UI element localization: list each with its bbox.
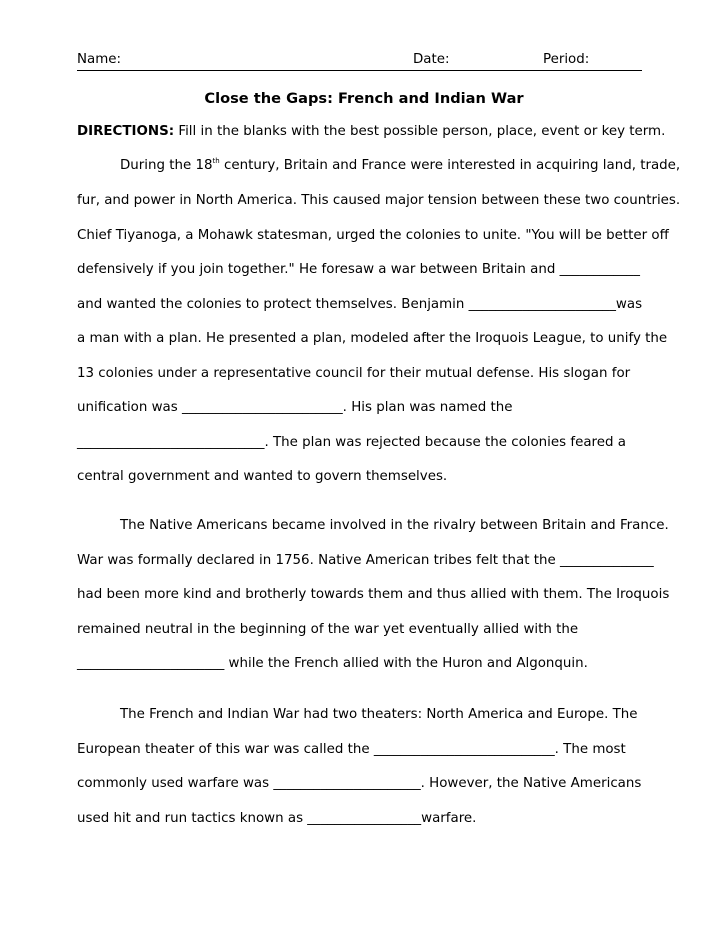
paragraph1-line1-post: century, Britain and France were interested in acquiring land, trade, — [219, 158, 681, 173]
paragraph1-line: fur, and power in North America. This caused major tension between these two countries. — [77, 193, 681, 208]
paragraph1-line: a man with a plan. He presented a plan, modeled after the Iroquois League, to unify the — [77, 331, 668, 346]
paragraph2-line: remained neutral in the beginning of the war yet eventually allied with the — [77, 622, 579, 637]
directions-text: Fill in the blanks with the best possible person, place, event or key term. — [174, 124, 666, 139]
paragraph1-line: 13 colonies under a representative council for their mutual defense. His slogan for — [77, 366, 631, 381]
paragraph3-line: used hit and run tactics known as _________________warfare. — [77, 811, 477, 826]
paragraph3-line: The French and Indian War had two theaters: North America and Europe. The — [120, 707, 638, 722]
paragraph1-line: unification was ________________________. His plan was named the — [77, 400, 513, 415]
directions-label: DIRECTIONS: — [77, 124, 175, 139]
paragraph1-line: ____________________________. The plan was rejected because the colonies feared a — [77, 435, 626, 450]
student-info-header — [77, 50, 642, 71]
date-label: Date: — [413, 52, 450, 67]
paragraph1-line1 — [120, 158, 680, 173]
paragraph1-line: Chief Tiyanoga, a Mohawk statesman, urged the colonies to unite. "You will be better off — [77, 228, 669, 243]
paragraph1-line: defensively if you join together." He foresaw a war between Britain and ____________ — [77, 262, 640, 277]
name-label: Name: — [77, 52, 122, 67]
worksheet-title: Close the Gaps: French and Indian War — [204, 90, 524, 107]
paragraph1-line1-pre: During the 18 — [120, 158, 213, 173]
paragraph3-line: commonly used warfare was ______________________. However, the Native Americans — [77, 776, 642, 791]
directions — [77, 124, 665, 139]
paragraph1-line: central government and wanted to govern themselves. — [77, 469, 448, 484]
paragraph2-line: The Native Americans became involved in the rivalry between Britain and France. — [120, 518, 669, 533]
paragraph1-line: and wanted the colonies to protect themselves. Benjamin ______________________was — [77, 297, 643, 312]
paragraph3-line: European theater of this war was called the ___________________________. The most — [77, 742, 626, 757]
paragraph2-line: had been more kind and brotherly towards them and thus allied with them. The Iroquois — [77, 587, 670, 602]
paragraph2-line: War was formally declared in 1756. Native American tribes felt that the ______________ — [77, 553, 654, 568]
paragraph2-line: ______________________ while the French allied with the Huron and Algonquin. — [77, 656, 588, 671]
period-label: Period: — [543, 52, 590, 67]
paragraph1-line1-sup: th — [212, 157, 220, 165]
